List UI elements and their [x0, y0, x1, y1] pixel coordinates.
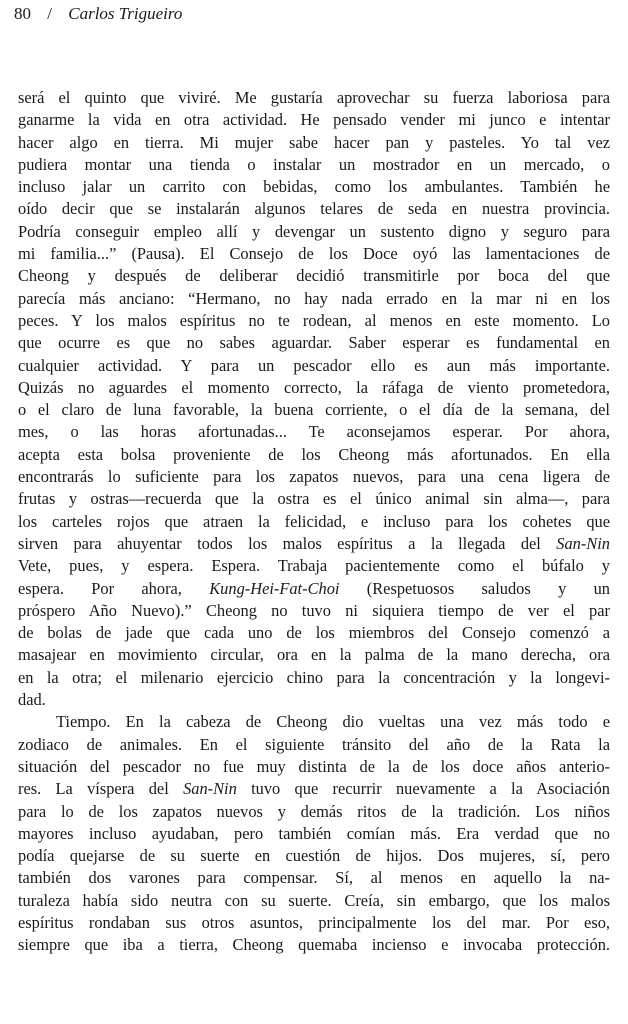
text-segment: espíritus rondaban sus otros asuntos, principalmente los del mar. Por eso, — [18, 912, 610, 932]
text-segment: que ocurre es que no sabes aguardar. Saber esperar es fundamental en — [18, 333, 610, 353]
text-line — [18, 867, 610, 889]
text-segment: los carteles rojos que atraen la felicidad, e incluso para los cohetes que — [18, 511, 610, 531]
text-segment: mi familia...” (Pausa). El Consejo de los Doce oyó las lamentaciones de — [18, 244, 610, 264]
text-line — [18, 600, 610, 622]
text-segment: Tiempo. En la cabeza de Cheong dio vueltas una vez más todo e — [56, 712, 610, 732]
text-segment: frutas y ostras—recuerda que la ostra es el único animal sin alma—, para — [18, 489, 610, 509]
text-line — [18, 332, 610, 354]
text-segment: espera. Por ahora, — [18, 578, 210, 598]
text-segment: res. La víspera del — [18, 779, 184, 799]
text-line — [18, 87, 610, 109]
text-line — [18, 845, 610, 867]
text-segment: turaleza había sido neutra con su suerte. Creía, sin embargo, que los malos — [18, 890, 610, 910]
text-line — [18, 488, 610, 510]
text-line — [18, 109, 610, 131]
text-line — [18, 132, 610, 154]
text-line — [18, 778, 610, 800]
text-segment: situación del pescador no fue muy distinta de la de los doce años anterio- — [18, 756, 610, 776]
text-line — [18, 934, 610, 956]
text-segment: oído decir que se instalarán algunos telares de seda en nuestra provincia. — [18, 199, 610, 219]
text-segment: hacer algo en tierra. Mi mujer sabe hacer pan y pasteles. Yo tal vez — [18, 132, 610, 152]
text-line — [18, 198, 610, 220]
text-segment: incluso jalar un carrito con bebidas, como los ambulantes. También he — [18, 177, 610, 197]
text-segment: cualquier actividad. Y para un pescador ello es aun más importante. — [18, 355, 610, 375]
page-number: 80 — [14, 4, 31, 23]
header-separator: / — [47, 4, 52, 23]
text-line — [18, 288, 610, 310]
text-segment: encontrarás lo suficiente para los zapatos nuevos, para una cena ligera de — [18, 467, 610, 487]
text-line — [18, 444, 610, 466]
text-line — [18, 243, 610, 265]
text-segment: de bolas de jade que cada uno de los miembros del Consejo comenzó a — [18, 623, 610, 643]
text-segment: zodiaco de animales. En el siguiente tránsito del año de la Rata la — [18, 734, 610, 754]
text-line — [18, 689, 610, 711]
text-segment: masajear en movimiento circular, ora en la palma de la mano derecha, ora — [18, 645, 610, 665]
text-line — [18, 511, 610, 533]
text-line — [18, 711, 610, 733]
text-segment: en la otra; el milenario ejercicio chino para la concentración y la longevi- — [18, 667, 610, 687]
text-segment: pudiera montar una tienda o instalar un mostrador en un mercado, o — [18, 154, 610, 174]
text-segment: (Respetuosos saludos y un — [339, 578, 610, 598]
text-line — [18, 533, 610, 555]
italic-segment: Kung-Hei-Fat-Choi — [209, 578, 340, 598]
text-line — [18, 466, 610, 488]
header-author: Carlos Trigueiro — [68, 4, 183, 23]
text-line — [18, 154, 610, 176]
text-segment: siempre que iba a tierra, Cheong quemaba incienso e invocaba protección. — [18, 935, 610, 955]
text-line — [18, 622, 610, 644]
text-line — [18, 310, 610, 332]
text-segment: ganarme la vida en otra actividad. He pensado vender mi junco e intentar — [18, 110, 610, 130]
text-segment: mes, o las horas afortunadas... Te aconsejamos esperar. Por ahora, — [18, 422, 610, 442]
text-segment: para lo de los zapatos nuevos y demás ritos de la tradición. Los niños — [18, 801, 610, 821]
text-segment: tuvo que recurrir nuevamente a la Asociación — [236, 779, 610, 799]
text-line — [18, 823, 610, 845]
text-line — [18, 555, 610, 577]
text-line — [18, 890, 610, 912]
text-line — [18, 667, 610, 689]
text-segment: Vete, pues, y espera. Espera. Trabaja pacientemente como el búfalo y — [18, 556, 610, 576]
text-line — [18, 644, 610, 666]
text-segment: también dos varones para compensar. Sí, al menos en aquello la na- — [18, 868, 610, 888]
text-line — [18, 355, 610, 377]
text-segment: próspero Año Nuevo).” Cheong no tuvo ni siquiera tiempo de ver el par — [18, 600, 610, 620]
running-header — [14, 3, 182, 25]
text-line — [18, 912, 610, 934]
italic-segment: San-Nin — [183, 779, 237, 799]
text-line — [18, 176, 610, 198]
text-segment: mayores incluso ayudaban, pero también comían más. Era verdad que no — [18, 823, 610, 843]
text-segment: sirven para ahuyentar todos los malos espíritus a la llegada del — [18, 533, 557, 553]
text-segment: peces. Y los malos espíritus no te rodean, al menos en este momento. Lo — [18, 310, 610, 330]
text-line — [18, 578, 610, 600]
text-line — [18, 734, 610, 756]
text-line — [18, 756, 610, 778]
text-line — [18, 421, 610, 443]
text-segment: será el quinto que viviré. Me gustaría aprovechar su fuerza laboriosa para — [18, 88, 610, 107]
text-segment: Podría conseguir empleo allí y devengar un sustento digno y seguro para — [18, 221, 610, 241]
text-segment: acepta esta bolsa proveniente de los Cheong más afortunados. En ella — [18, 444, 610, 464]
text-line — [18, 801, 610, 823]
text-segment: dad. — [18, 690, 46, 710]
text-segment: Cheong y después de deliberar decidió transmitirle por boca del que — [18, 266, 610, 286]
body-text — [18, 87, 610, 957]
text-line — [18, 221, 610, 243]
text-segment: podía quejarse de su suerte en cuestión de hijos. Dos mujeres, sí, pero — [18, 846, 610, 866]
text-segment: parecía más anciano: “Hermano, no hay nada errado en la mar ni en los — [18, 288, 610, 308]
text-segment: Quizás no aguardes el momento correcto, la ráfaga de viento prometedora, — [18, 377, 610, 397]
text-segment: o el claro de luna favorable, la buena corriente, o el día de la semana, del — [18, 400, 610, 420]
text-line — [18, 399, 610, 421]
text-line — [18, 265, 610, 287]
italic-segment: San-Nin — [556, 533, 610, 553]
text-line — [18, 377, 610, 399]
